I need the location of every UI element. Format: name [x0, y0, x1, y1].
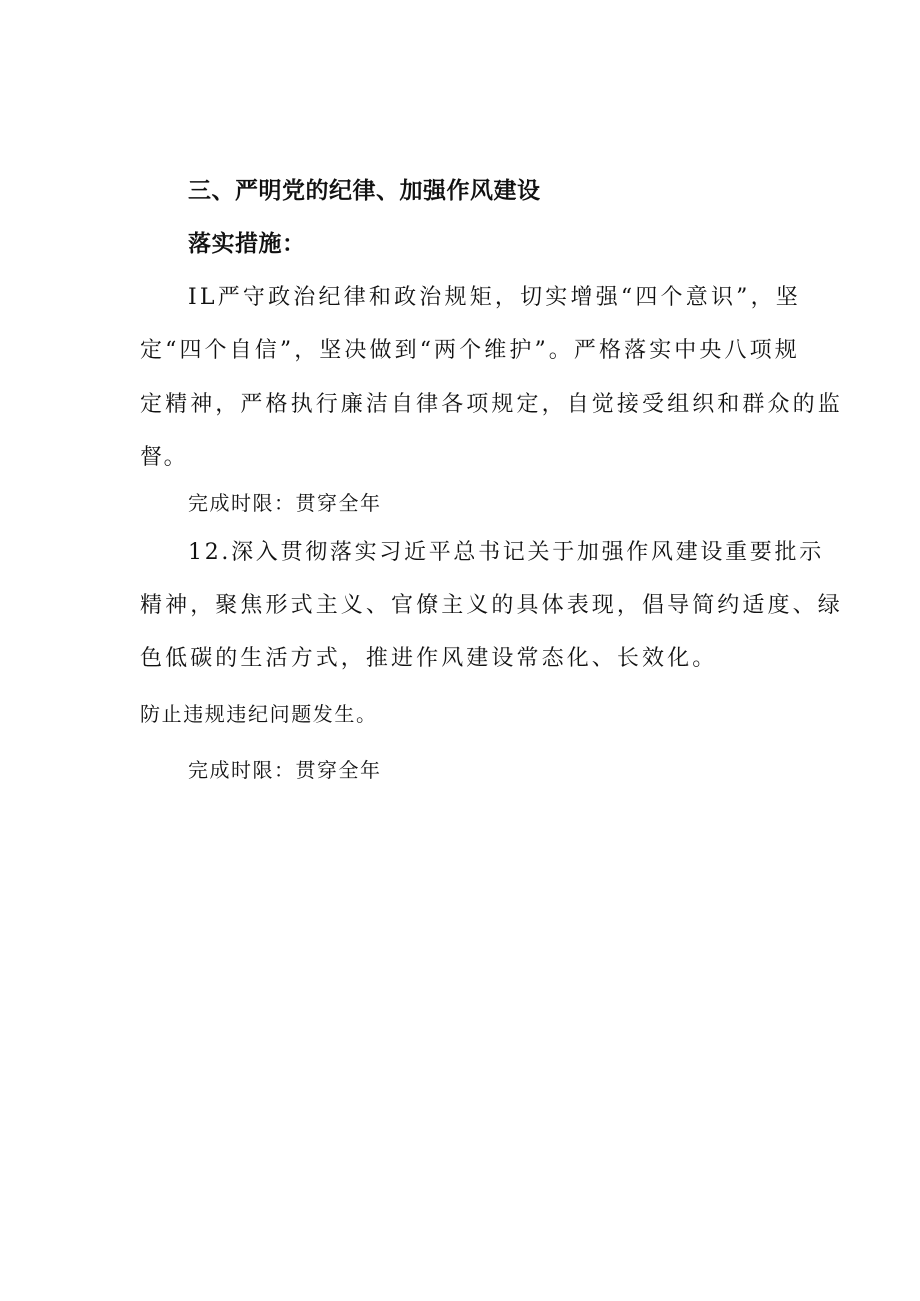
item-1-line-1: IL严守政治纪律和政治规矩，切实增强“四个意识”，坚: [188, 285, 801, 310]
item-2-deadline: 完成时限：贯穿全年: [188, 758, 382, 782]
item-1-line-3: 定精神，严格执行廉洁自律各项规定，自觉接受组织和群众的监: [140, 392, 843, 417]
item-2-line-3: 色低碳的生活方式，推进作风建设常态化、长效化。: [140, 646, 718, 671]
section-subtitle: 落实措施：: [188, 231, 306, 257]
section-title: 三、严明党的纪律、加强作风建设: [188, 178, 541, 204]
item-2-line-2: 精神，聚焦形式主义、官僚主义的具体表现，倡导简约适度、绿: [140, 593, 843, 618]
item-1-line-4: 督。: [140, 445, 188, 470]
item-2-line-1: 12.深入贯彻落实习近平总书记关于加强作风建设重要批示: [188, 540, 824, 565]
item-2-line-4: 防止违规违纪问题发生。: [140, 702, 378, 726]
item-1-line-2: 定“四个自信”，坚决做到“两个维护”。严格落实中央八项规: [140, 338, 800, 363]
item-1-deadline: 完成时限：贯穿全年: [188, 491, 382, 515]
